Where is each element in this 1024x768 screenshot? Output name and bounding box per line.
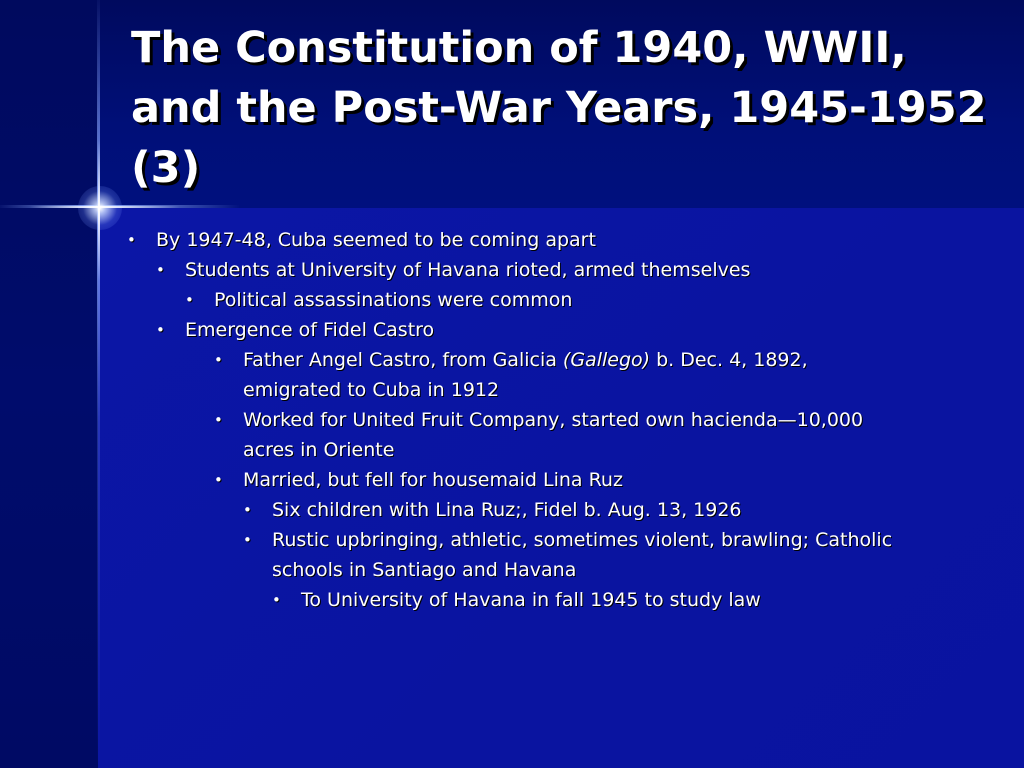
bullet-text-part: Worked for United Fruit Company, started own hacienda—10,000 <box>243 409 864 431</box>
bullet-dot-icon: • <box>156 261 165 279</box>
star-flare-icon <box>78 186 122 230</box>
bullet-text: Married, but fell for housemaid Lina Ruz <box>243 469 623 491</box>
bullet-dot-icon: • <box>214 351 223 369</box>
bullet-text: Political assassinations were common <box>214 289 573 311</box>
bullet-text <box>243 405 863 465</box>
slide-title: The Constitution of 1940, WWII, and the Post-War Years, 1945-1952 (3) <box>131 23 987 193</box>
bullet-dot-icon: • <box>127 231 136 249</box>
bullet-text-italic: (Gallego) <box>562 349 651 371</box>
bullet-dot-icon: • <box>243 501 252 519</box>
bullet-text: To University of Havana in fall 1945 to study law <box>301 589 761 611</box>
bullet-text-continuation: schools in Santiago and Havana <box>272 559 577 581</box>
bullet-dot-icon: • <box>156 321 165 339</box>
bullet-dot-icon: • <box>272 591 281 609</box>
bullet-text <box>243 345 808 405</box>
vertical-light-line <box>97 0 100 768</box>
bullet-dot-icon: • <box>185 291 194 309</box>
bullet-text: Six children with Lina Ruz;, Fidel b. Aug. 13, 1926 <box>272 499 742 521</box>
star-flare-vertical-ray <box>98 140 100 280</box>
bullet-text: Emergence of Fidel Castro <box>185 319 435 341</box>
bullet-text: By 1947-48, Cuba seemed to be coming apart <box>156 229 596 251</box>
bullet-text-part: Father Angel Castro, from Galicia <box>243 349 563 371</box>
bullet-text-continuation: emigrated to Cuba in 1912 <box>243 379 500 401</box>
bullet-text <box>272 525 892 585</box>
bullet-dot-icon: • <box>243 531 252 549</box>
star-flare-horizontal-ray <box>30 206 180 208</box>
bullet-text-part: Rustic upbringing, athletic, sometimes violent, brawling; Catholic <box>272 529 893 551</box>
bullet-dot-icon: • <box>214 471 223 489</box>
bullet-text-continuation: acres in Oriente <box>243 439 395 461</box>
left-background-band <box>0 0 98 768</box>
bullet-text-part: b. Dec. 4, 1892, <box>650 349 808 371</box>
bullet-dot-icon: • <box>214 411 223 429</box>
bullet-text: Students at University of Havana rioted, armed themselves <box>185 259 751 281</box>
